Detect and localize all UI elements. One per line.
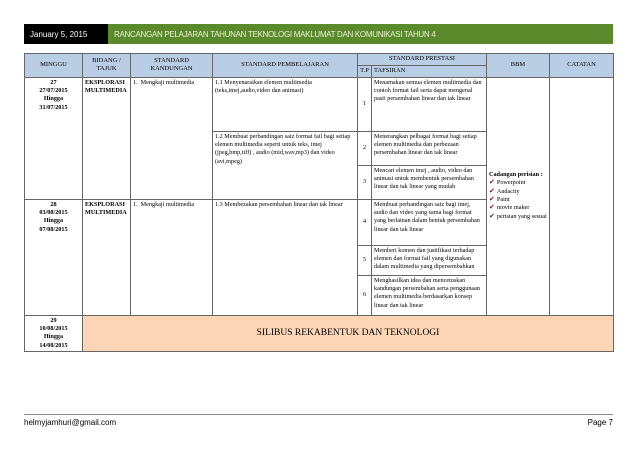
tafsiran-1: Menamakan semua elemen multimedia dan contoh format fail serta dapat mengenal pasti persembahan linear dan tak linear xyxy=(372,77,487,131)
footer-page-number: Page 7 xyxy=(587,418,613,427)
tafsiran-6: Menghasilkan idea dan mencetuskan kandungan persembahan serta penggunaan elemen multimedia berdasarkan konsep linear dan tak linear xyxy=(372,275,487,315)
week-hingga: Hingga xyxy=(43,217,64,225)
footer-email: helmyjamhuri@gmail.com xyxy=(24,418,117,427)
bbm-item-label: movie maker xyxy=(496,204,530,212)
week-to: 31/07/2015 xyxy=(39,103,68,111)
week-number: 29 xyxy=(50,316,57,324)
header-standard-prestasi: STANDARD PRESTASI xyxy=(358,54,487,66)
tafsiran-4: Membuat perbandingan saiz bagi imej, audio dan video yang sama bagi format yang berlainan dalam bentuk persembahan linear dan tak linear xyxy=(372,199,487,245)
catatan-cell xyxy=(550,77,614,315)
week-number: 28 xyxy=(50,200,57,208)
tafsiran-3: Mencari elemen imej , audio, video dan animasi untuk membentuk persembahan linear dan tak linear yang mudah xyxy=(372,165,487,199)
sp-1-3-cell: 1.3 Membezakan persembahan linear dan tak linear xyxy=(213,199,358,315)
tick-icon: ✔ xyxy=(489,178,495,187)
week-28-cell xyxy=(25,199,83,315)
week-hingga: Hingga xyxy=(43,333,64,341)
week-from: 10/08/2015 xyxy=(39,324,68,332)
silibus-banner: SILIBUS REKABENTUK DAN TEKNOLOGI xyxy=(83,315,614,351)
tick-icon: ✔ xyxy=(489,186,495,195)
tick-icon: ✔ xyxy=(489,211,495,220)
sk-number: 1. xyxy=(133,78,138,86)
bbm-title: Cadangan perisian : xyxy=(489,170,543,178)
week-hingga: Hingga xyxy=(43,95,64,103)
tafsiran-5: Memberi komen dan justifikasi terhadap elemen dan format fail yang digunakan dalam multimedia yang dipersembahkan xyxy=(372,245,487,275)
week-from: 27/07/2015 xyxy=(39,86,68,94)
sk-text: Mengkaji multimedia xyxy=(140,200,195,208)
header-bidang: BIDANG / TAJUK xyxy=(83,54,131,78)
sk-number: 1. xyxy=(133,200,138,208)
bbm-item-label: Paint xyxy=(496,196,510,204)
header-date: January 5, 2015 xyxy=(24,24,108,44)
sk-text: Mengkaji multimedia xyxy=(140,78,195,86)
bidang-cell: EKSPLORASI MULTIMEDIA xyxy=(83,199,131,315)
week-number: 27 xyxy=(50,78,57,86)
week-27-cell xyxy=(25,77,83,199)
tp-6: 6 xyxy=(358,275,372,315)
bbm-cell xyxy=(487,77,550,315)
tp-5: 5 xyxy=(358,245,372,275)
sp-1-2-cell: 1.2 Membuat perbandingan saiz format fail bagi setiap elemen multimedia seperti untuk teks, imej (jpeg,bmp,tiff) , audio (mid,wav,mp3) dan video (avi,mpeg) xyxy=(213,131,358,199)
header-minggu: MINGGU xyxy=(25,54,83,78)
header-title: RANCANGAN PELAJARAN TAHUNAN TEKNOLOGI MAKLUMAT DAN KOMUNIKASI TAHUN 4 xyxy=(108,24,613,44)
tick-icon: ✔ xyxy=(489,195,495,204)
header-standard-pembelajaran: STANDARD PEMBELAJARAN xyxy=(213,54,358,78)
lesson-plan-table xyxy=(24,53,614,352)
standard-kandungan-cell xyxy=(131,199,213,315)
bbm-item-label: Powerpoint xyxy=(496,179,526,187)
tp-4: 4 xyxy=(358,199,372,245)
bbm-item xyxy=(489,204,547,212)
bbm-item xyxy=(489,188,547,196)
tp-1: 1 xyxy=(358,77,372,131)
tafsiran-2: Menerangkan pelbagai format bagi setiap elemen multimedia dan perbezaan persembahan linear dan tak linear xyxy=(372,131,487,165)
footer-divider xyxy=(24,414,613,415)
bbm-item-label: Audacity xyxy=(496,187,520,195)
tp-3: 3 xyxy=(358,165,372,199)
week-to: 14/08/2015 xyxy=(39,341,68,349)
bbm-item-label: perisian yang sesuai xyxy=(496,212,547,220)
page-header xyxy=(24,24,613,44)
header-tafsiran: TAFSIRAN xyxy=(372,65,487,77)
bbm-item xyxy=(489,179,547,187)
header-standard-kandungan: STANDARD KANDUNGAN xyxy=(131,54,213,78)
week-from: 03/08/2015 xyxy=(39,208,68,216)
tick-icon: ✔ xyxy=(489,203,495,212)
week-29-cell xyxy=(25,315,83,351)
tp-2: 2 xyxy=(358,131,372,165)
bidang-cell: EKSPLORASI MULTIMEDIA xyxy=(83,77,131,199)
header-catatan: CATATAN xyxy=(550,54,614,78)
header-bbm: BBM xyxy=(487,54,550,78)
standard-kandungan-cell xyxy=(131,77,213,199)
bbm-item xyxy=(489,213,547,221)
header-tp: T.P xyxy=(358,65,372,77)
sp-1-1-cell: 1.1 Menyenaraikan elemen multimedia (teks,imej,audio,video dan animasi) xyxy=(213,77,358,131)
bbm-item xyxy=(489,196,547,204)
week-to: 07/08/2015 xyxy=(39,225,68,233)
